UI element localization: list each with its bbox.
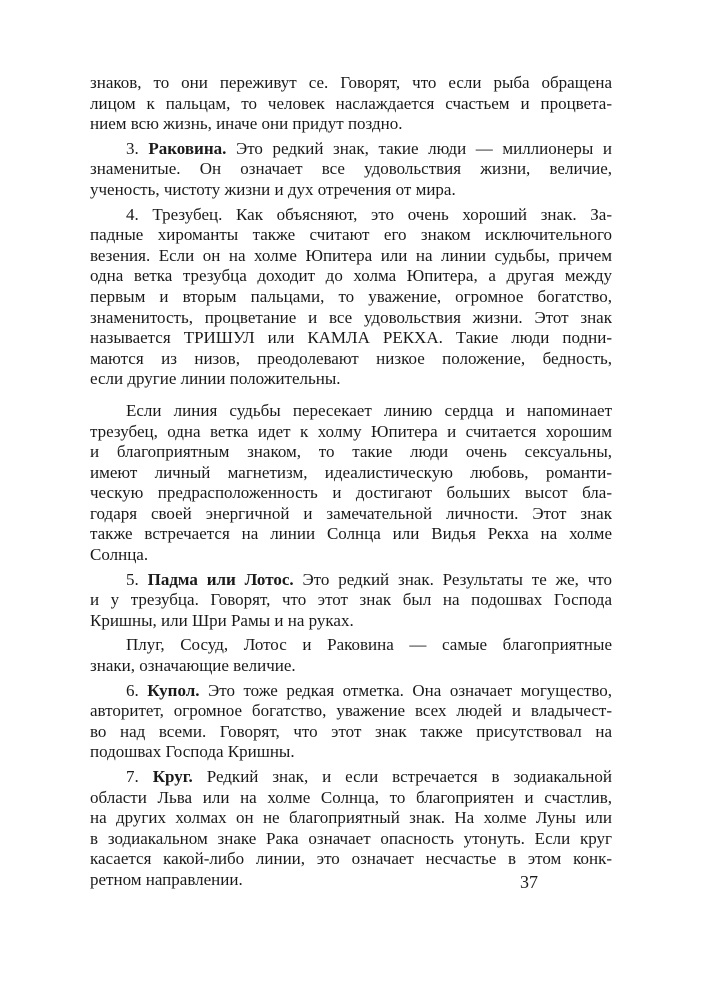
text-fragment: Это редкий знак, такие люди — миллионеры и xyxy=(226,138,613,158)
text-line: знаменитость, процветание и все удовольствия жизни. Этот знак xyxy=(90,307,612,327)
item-number: 6. xyxy=(126,680,148,700)
text-line: имеют личный магнетизм, идеалистическую любовь, романти- xyxy=(90,462,612,482)
text-line: касается какой-либо линии, это означает несчастье в этом конк- xyxy=(90,849,612,869)
term-heading: Раковина. xyxy=(148,138,227,158)
text-line: Кришны, или Шри Рамы и на руках. xyxy=(90,610,354,630)
item-number: 5. xyxy=(126,569,148,589)
text-line: 4. Трезубец. Как объясняют, это очень хороший знак. За- xyxy=(126,204,612,224)
text-fragment: Редкий знак, и если встречается в зодиакальной xyxy=(192,767,612,786)
text-fragment: Это тоже редкая отметка. Она означает могущество, xyxy=(199,680,612,700)
text-line: знаменитые. Он означает все удовольствия жизни, величие, xyxy=(90,159,612,179)
text-line xyxy=(90,767,612,788)
text-line: ретном направлении. xyxy=(90,869,243,889)
paragraph-plug xyxy=(90,635,612,676)
paragraph-fate-line xyxy=(90,401,612,566)
text-line: также встречается на линии Солнца или Видья Рекха на холме xyxy=(90,524,612,544)
paragraph-continuation xyxy=(90,73,612,135)
text-line: везения. Если он на холме Юпитера или на линии судьбы, причем xyxy=(90,245,612,265)
text-line: в зодиакальном знаке Рака означает опасность утонуть. Если круг xyxy=(90,828,612,848)
text-line: годаря своей энергичной и замечательной личности. Этот знак xyxy=(90,503,612,523)
text-line: и у трезубца. Говорят, что этот знак был на подошвах Господа xyxy=(90,590,612,610)
text-line: на других холмах он не благоприятный знак. На холме Луны или xyxy=(90,808,612,828)
text-line: знаки, означающие величие. xyxy=(90,656,296,676)
text-line: ческую предрасположенность и достигают больших высот бла- xyxy=(90,483,612,503)
text-fragment: Это редкий знак. Результаты те же, что xyxy=(293,569,613,589)
text-line: падные хироманты также считают его знаком исключительного xyxy=(90,225,612,245)
text-line: если другие линии положительны. xyxy=(90,369,341,389)
page-number: 37 xyxy=(520,872,538,892)
text-line: Плуг, Сосуд, Лотос и Раковина — самые благоприятные xyxy=(126,635,612,655)
text-line: во над всеми. Говорят, что этот знак также присутствовал на xyxy=(90,721,612,741)
paragraph-trezubets xyxy=(90,205,612,390)
text-line: одна ветка трезубца доходит до холма Юпитера, а другая между xyxy=(90,266,612,286)
text-line xyxy=(90,570,612,591)
text-line: области Льва или на холме Солнца, то благоприятен и счастлив, xyxy=(90,787,612,807)
text-line: Солнца. xyxy=(90,545,149,565)
term-heading: Купол. xyxy=(147,680,200,700)
paragraph-padma xyxy=(90,570,612,632)
term-heading: Падма или Лотос. xyxy=(147,569,294,589)
text-line: подошвах Господа Кришны. xyxy=(90,742,295,762)
text-line: трезубец, одна ветка идет к холму Юпитера и считается хорошим xyxy=(90,421,612,441)
text-line: авторитет, огромное богатство, уважение всех людей и владычест- xyxy=(90,701,612,721)
text-line: знаков, то они переживут се. Говорят, что если рыба обращена xyxy=(90,73,612,92)
text-line: называется ТРИШУЛ или КАМЛА РЕКХА. Такие люди подни- xyxy=(90,328,612,348)
item-number: 7. xyxy=(126,767,153,786)
paragraph-rakovina xyxy=(90,139,612,201)
body-text xyxy=(90,73,612,891)
text-line xyxy=(90,139,612,160)
text-line: ученость, чистоту жизни и дух отречения от мира. xyxy=(90,179,456,199)
item-number: 3. xyxy=(126,138,149,158)
text-line: первым и вторым пальцами, то уважение, огромное богатство, xyxy=(90,286,612,306)
text-line xyxy=(90,681,612,702)
text-line: Если линия судьбы пересекает линию сердца и напоминает xyxy=(126,400,612,420)
text-line: маются из низов, преодолевают низкое положение, бедность, xyxy=(90,348,612,368)
term-heading: Круг. xyxy=(152,767,193,786)
text-line: нием всю жизнь, иначе они придут поздно. xyxy=(90,114,403,134)
text-line: лицом к пальцам, то человек наслаждается счастьем и процвета- xyxy=(90,93,612,113)
paragraph-kupol xyxy=(90,681,612,763)
text-line: и благоприятным знаком, то такие люди очень сексуальны, xyxy=(90,442,612,462)
